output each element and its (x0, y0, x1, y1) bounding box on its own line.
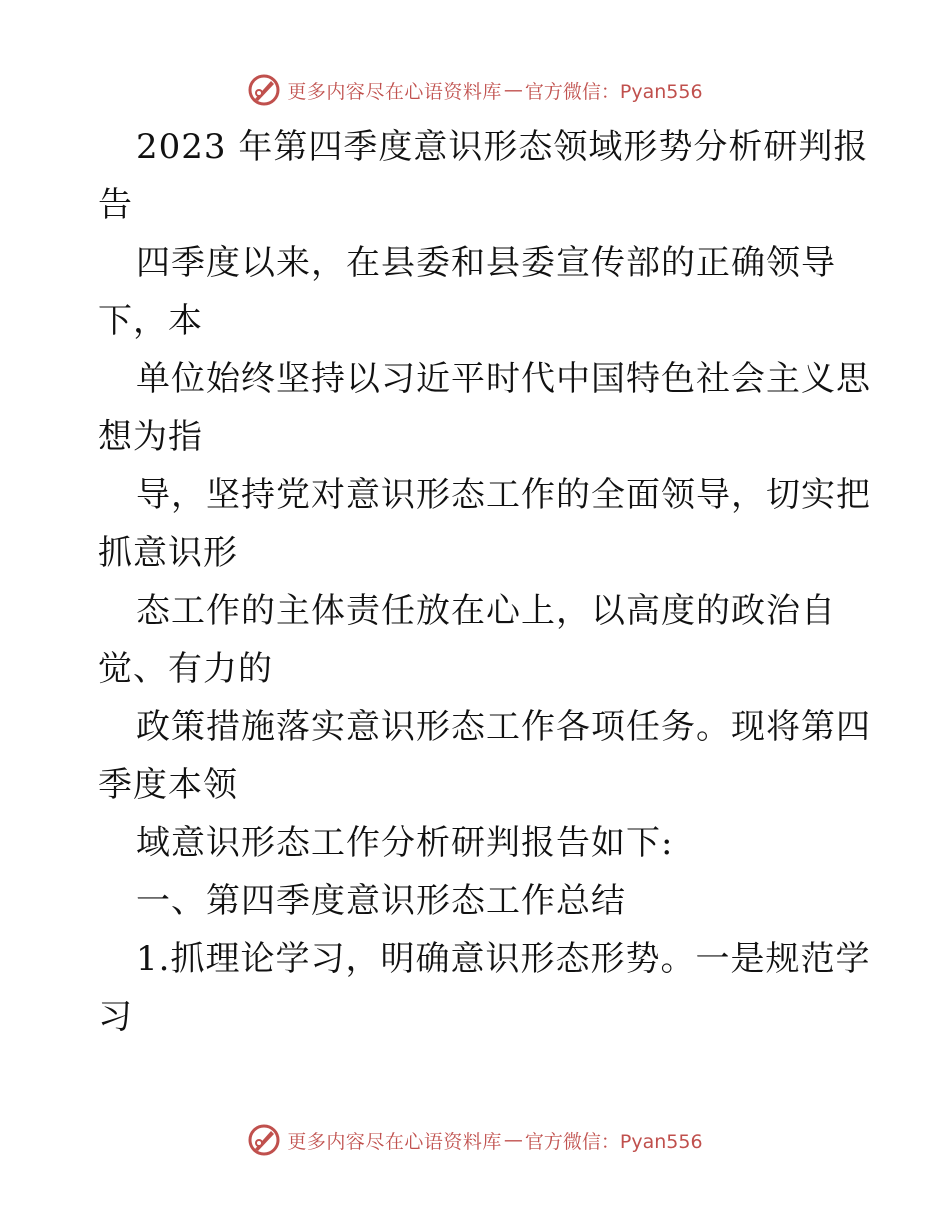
text-line: 1.抓理论学习，明确意识形态形势。一是规范学 (136, 939, 871, 979)
text-line: 态工作的主体责任放在心上，以高度的政治自 (136, 591, 836, 631)
document-body (98, 118, 871, 1046)
text-line: 2023 年第四季度意识形态领域形势分析研判报 (136, 127, 869, 167)
watermark-separator: — (503, 1129, 523, 1151)
text-line: 导，坚持党对意识形态工作的全面领导，切实把 (136, 475, 871, 515)
text-line: 一、第四季度意识形态工作总结 (136, 881, 626, 921)
text-line: 下，本 (98, 301, 203, 341)
watermark-text: 更多内容尽在心语资料库 (287, 1130, 502, 1153)
text-line: 四季度以来，在县委和县委宣传部的正确领导 (136, 243, 836, 283)
quill-logo-icon (247, 1123, 281, 1157)
quill-logo-icon (247, 73, 281, 107)
watermark-text: 更多内容尽在心语资料库 (287, 80, 502, 103)
text-line: 域意识形态工作分析研判报告如下: (136, 823, 674, 863)
text-line: 觉、有力的 (98, 649, 273, 689)
text-line: 政策措施落实意识形态工作各项任务。现将第四 (136, 707, 871, 747)
text-line: 习 (98, 997, 133, 1037)
text-line: 想为指 (98, 417, 203, 457)
footer-watermark (0, 1120, 950, 1160)
watermark-contact: 官方微信：Pyan556 (524, 80, 703, 103)
text-line: 季度本领 (98, 765, 238, 805)
watermark-separator: — (503, 79, 523, 101)
header-watermark (0, 70, 950, 110)
text-line: 告 (98, 185, 133, 225)
watermark-contact: 官方微信：Pyan556 (524, 1130, 703, 1153)
text-line: 单位始终坚持以习近平时代中国特色社会主义思 (136, 359, 871, 399)
text-line: 抓意识形 (98, 533, 238, 573)
